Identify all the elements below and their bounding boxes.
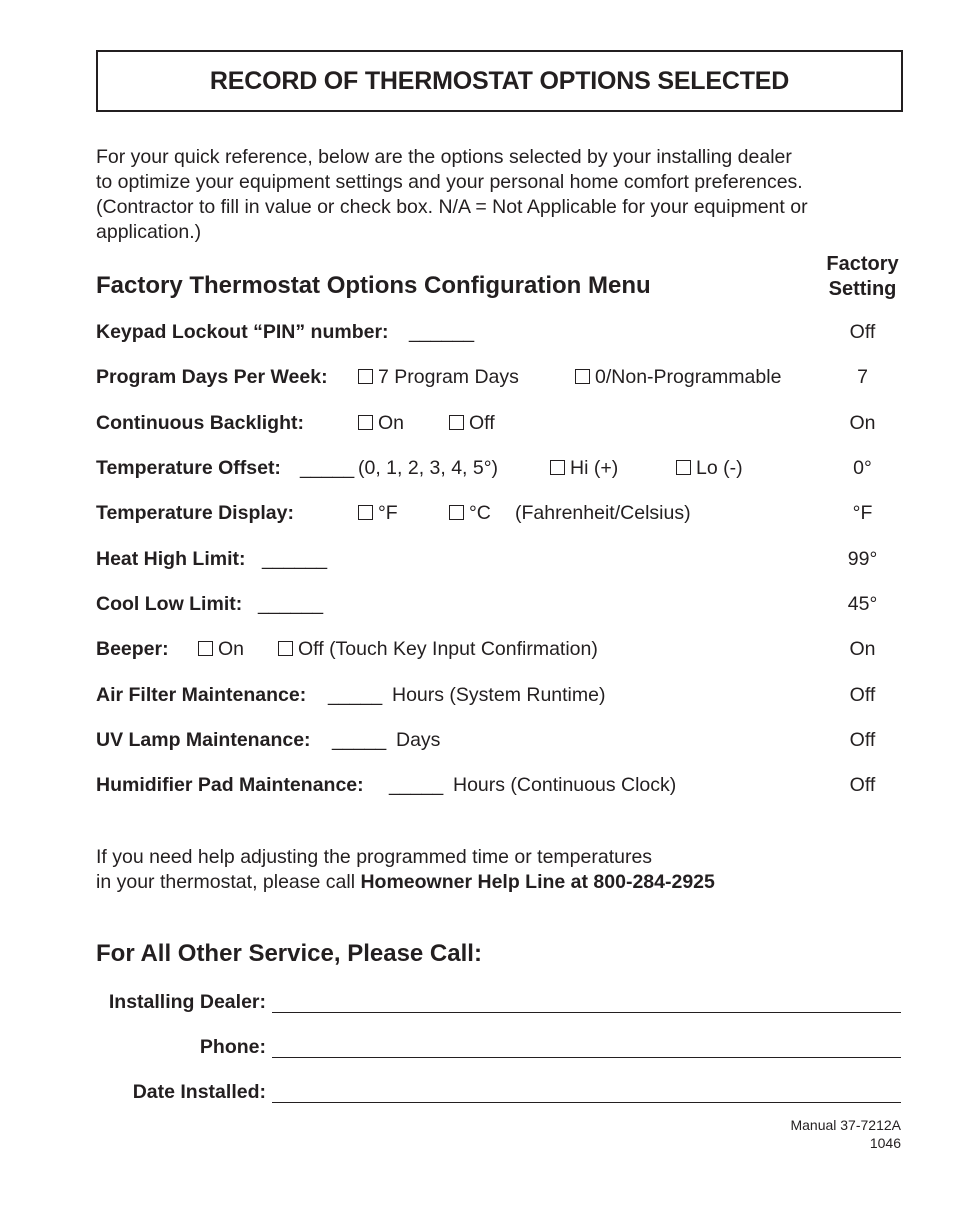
option-non-programmable[interactable]: 0/Non-Programmable — [575, 366, 781, 389]
display-note: (Fahrenheit/Celsius) — [515, 502, 691, 524]
option-beeper-off[interactable]: Off (Touch Key Input Confirmation) — [278, 638, 598, 661]
option-label: Temperature Display: — [96, 502, 294, 524]
option-fahrenheit[interactable]: °F — [358, 502, 398, 525]
factory-header-line: Setting — [828, 278, 897, 300]
option-label: Continuous Backlight: — [96, 412, 304, 434]
cool-low-blank-field[interactable]: ______ — [258, 593, 324, 615]
option-label: Air Filter Maintenance: — [96, 684, 307, 706]
option-backlight-off[interactable]: Off — [449, 412, 495, 435]
factory-value-beeper: On — [849, 638, 876, 660]
uv-lamp-unit: Days — [396, 729, 441, 751]
intro-line: application.) — [96, 221, 202, 243]
option-label: Cool Low Limit: — [96, 593, 243, 615]
page-title: RECORD OF THERMOSTAT OPTIONS SELECTED — [96, 50, 903, 112]
intro-line: For your quick reference, below are the options selected by your installing dealer — [96, 146, 792, 168]
offset-blank-field[interactable]: _____ — [300, 457, 355, 479]
factory-header-line: Factory — [826, 253, 899, 275]
option-celsius[interactable]: °C — [449, 502, 491, 525]
humidifier-unit: Hours (Continuous Clock) — [453, 774, 677, 796]
menu-heading: Factory Thermostat Options Configuration Menu — [96, 272, 651, 299]
phone-label: Phone: — [199, 1036, 266, 1058]
factory-setting-header — [815, 252, 910, 302]
option-label: UV Lamp Maintenance: — [96, 729, 311, 751]
factory-value-humidifier: Off — [849, 774, 876, 796]
option-label: Program Days Per Week: — [96, 366, 328, 388]
checkbox-icon[interactable] — [449, 505, 464, 520]
factory-value-heat-high: 99° — [847, 548, 878, 570]
installing-dealer-field[interactable] — [272, 1012, 901, 1013]
air-filter-blank-field[interactable]: _____ — [328, 684, 383, 706]
help-phone-number: Homeowner Help Line at 800-284-2925 — [360, 871, 715, 893]
factory-value-air-filter: Off — [849, 684, 876, 706]
option-offset-hi[interactable]: Hi (+) — [550, 457, 618, 480]
help-line-text — [96, 845, 715, 895]
factory-value-cool-low: 45° — [847, 593, 878, 615]
option-offset-lo[interactable]: Lo (-) — [676, 457, 743, 480]
factory-value-display: °F — [852, 502, 873, 524]
factory-value-backlight: On — [849, 412, 876, 434]
uv-lamp-blank-field[interactable]: _____ — [332, 729, 387, 751]
heat-high-blank-field[interactable]: ______ — [262, 548, 328, 570]
checkbox-icon[interactable] — [449, 415, 464, 430]
air-filter-unit: Hours (System Runtime) — [392, 684, 606, 706]
humidifier-blank-field[interactable]: _____ — [389, 774, 444, 796]
option-label: Heat High Limit: — [96, 548, 246, 570]
checkbox-icon[interactable] — [198, 641, 213, 656]
date-installed-field[interactable] — [272, 1102, 901, 1103]
checkbox-icon[interactable] — [676, 460, 691, 475]
factory-value-offset: 0° — [853, 457, 872, 479]
checkbox-icon[interactable] — [358, 415, 373, 430]
option-label: Humidifier Pad Maintenance: — [96, 774, 364, 796]
intro-paragraph — [96, 145, 808, 245]
checkbox-icon[interactable] — [550, 460, 565, 475]
service-heading: For All Other Service, Please Call: — [96, 940, 482, 967]
checkbox-icon[interactable] — [278, 641, 293, 656]
phone-field[interactable] — [272, 1057, 901, 1058]
intro-line: (Contractor to fill in value or check box. N/A = Not Applicable for your equipment or — [96, 196, 808, 218]
pin-blank-field[interactable]: ______ — [409, 321, 475, 343]
factory-value-uv-lamp: Off — [849, 729, 876, 751]
installing-dealer-label: Installing Dealer: — [108, 991, 266, 1013]
offset-range: (0, 1, 2, 3, 4, 5°) — [358, 457, 499, 479]
date-installed-label: Date Installed: — [132, 1081, 266, 1103]
checkbox-icon[interactable] — [358, 505, 373, 520]
factory-value-program-days: 7 — [857, 366, 868, 388]
help-line: If you need help adjusting the programmed time or temperatures — [96, 846, 653, 868]
option-label: Beeper: — [96, 638, 169, 660]
help-line: in your thermostat, please call Homeowner Help Line at 800-284-2925 — [96, 871, 715, 893]
manual-number: Manual 37-7212A — [790, 1117, 901, 1133]
intro-line: to optimize your equipment settings and your personal home comfort preferences. — [96, 171, 803, 193]
option-label: Keypad Lockout “PIN” number: — [96, 321, 389, 343]
option-beeper-on[interactable]: On — [198, 638, 244, 661]
option-7-program-days[interactable]: 7 Program Days — [358, 366, 519, 389]
factory-value-keypad: Off — [849, 321, 876, 343]
checkbox-icon[interactable] — [575, 369, 590, 384]
document-code: 1046 — [869, 1135, 901, 1151]
checkbox-icon[interactable] — [358, 369, 373, 384]
option-backlight-on[interactable]: On — [358, 412, 404, 435]
option-label: Temperature Offset: — [96, 457, 281, 479]
